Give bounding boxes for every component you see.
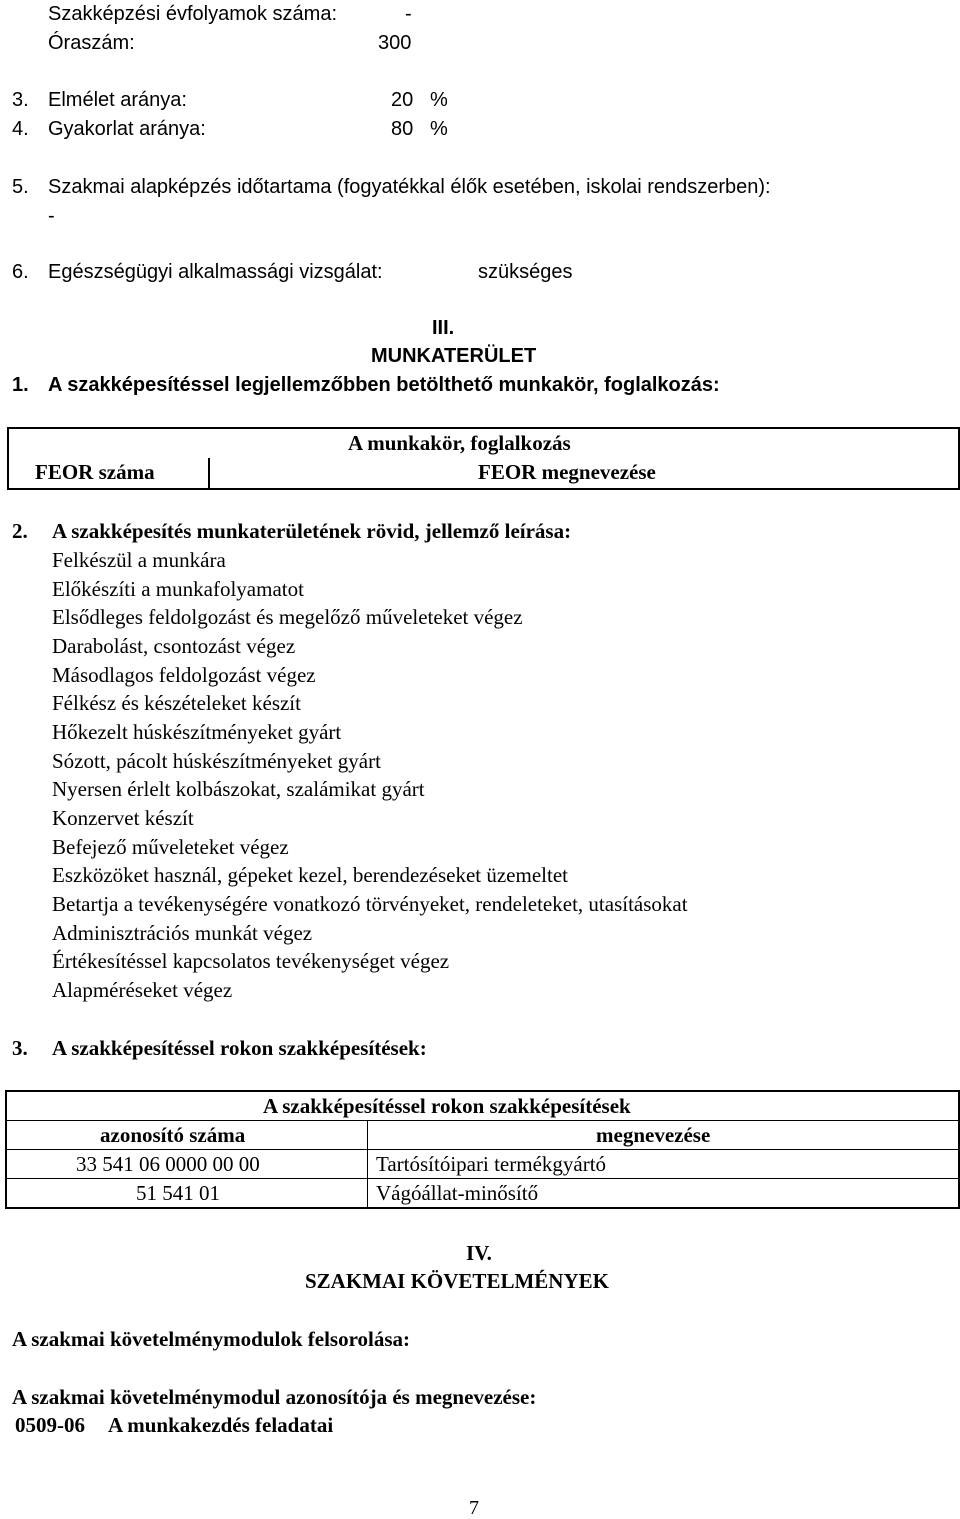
szakkepzesi-evfolyamok-value: - [405,3,412,25]
egeszsegugyi-value: szükséges [478,261,573,283]
elmelet-aranya-label: Elmélet aránya: [48,89,187,111]
feor-megnevezese-header: FEOR megnevezése [478,460,656,484]
q2-number: 2. [12,519,28,543]
q1-title: A szakképesítéssel legjellemzőbben betölthető munkakör, foglalkozás: [48,374,720,396]
megnevezese-header: megnevezése [596,1123,711,1147]
page-number: 7 [469,1497,479,1519]
table-cell-id: 51 541 01 [136,1181,220,1205]
list-item: Betartja a tevékenységére vonatkozó törvényeket, rendeleteket, utasításokat [52,892,688,916]
section4-roman: IV. [466,1241,492,1265]
list-item: Eszközöket használ, gépeket kezel, berendezéseket üzemeltet [52,863,568,887]
gyakorlat-aranya-value: 80 [391,118,414,140]
modules-list-title: A szakmai követelménymodulok felsorolása: [12,1327,411,1351]
list-item: Félkész és készételeket készít [52,691,301,715]
item6-number: 6. [12,261,29,283]
table-cell-name: Tartósítóipari termékgyártó [376,1152,607,1176]
section3-roman: III. [432,317,455,339]
q1-number: 1. [12,374,29,396]
q3-title: A szakképesítéssel rokon szakképesítések: [52,1036,427,1060]
list-item: Felkészül a munkára [52,548,226,572]
list-item: Adminisztrációs munkát végez [52,921,313,945]
szakmai-alapkepzes-value: - [48,205,55,227]
szakmai-alapkepzes-label: Szakmai alapképzés időtartama (fogyatékkal élők esetében, iskolai rendszerben): [48,176,771,198]
feor-szama-header: FEOR száma [35,460,155,484]
elmelet-aranya-value: 20 [391,89,414,111]
list-item: Előkészíti a munkafolyamatot [52,577,304,601]
table-cell-name: Vágóállat-minősítő [376,1181,539,1205]
elmelet-aranya-unit: % [430,89,448,111]
table-cell-id: 33 541 06 0000 00 00 [76,1152,260,1176]
list-item: Alapméréseket végez [52,978,233,1002]
feor-table-header: A munkakör, foglalkozás [348,431,571,455]
list-item: Darabolást, csontozást végez [52,634,296,658]
related-table-header: A szakképesítéssel rokon szakképesítések [263,1094,631,1118]
item4-number: 4. [12,118,29,140]
gyakorlat-aranya-unit: % [430,118,448,140]
list-item: Nyersen érlelt kolbászokat, szalámikat gyárt [52,777,425,801]
list-item: Értékesítéssel kapcsolatos tevékenységet végez [52,949,450,973]
szakkepzesi-evfolyamok-label: Szakképzési évfolyamok száma: [48,3,338,25]
list-item: Konzervet készít [52,806,194,830]
module-id-title: A szakmai követelménymodul azonosítója és megnevezése: [12,1385,537,1409]
q3-number: 3. [12,1036,28,1060]
list-item: Sózott, pácolt húskészítményeket gyárt [52,749,381,773]
q2-title: A szakképesítés munkaterületének rövid, jellemző leírása: [52,519,572,543]
module-name: A munkakezdés feladatai [108,1413,334,1437]
azonosito-szama-header: azonosító száma [100,1123,246,1147]
section3-title: MUNKATERÜLET [371,345,537,367]
list-item: Befejező műveleteket végez [52,835,289,859]
egeszsegugyi-label: Egészségügyi alkalmassági vizsgálat: [48,261,383,283]
oraszam-value: 300 [378,32,412,54]
oraszam-label: Óraszám: [48,32,135,54]
list-item: Hőkezelt húskészítményeket gyárt [52,720,342,744]
module-code: 0509-06 [15,1413,85,1437]
gyakorlat-aranya-label: Gyakorlat aránya: [48,118,206,140]
item3-number: 3. [12,89,29,111]
section4-title: SZAKMAI KÖVETELMÉNYEK [305,1269,609,1293]
list-item: Elsődleges feldolgozást és megelőző műveleteket végez [52,605,523,629]
list-item: Másodlagos feldolgozást végez [52,663,316,687]
item5-number: 5. [12,176,29,198]
